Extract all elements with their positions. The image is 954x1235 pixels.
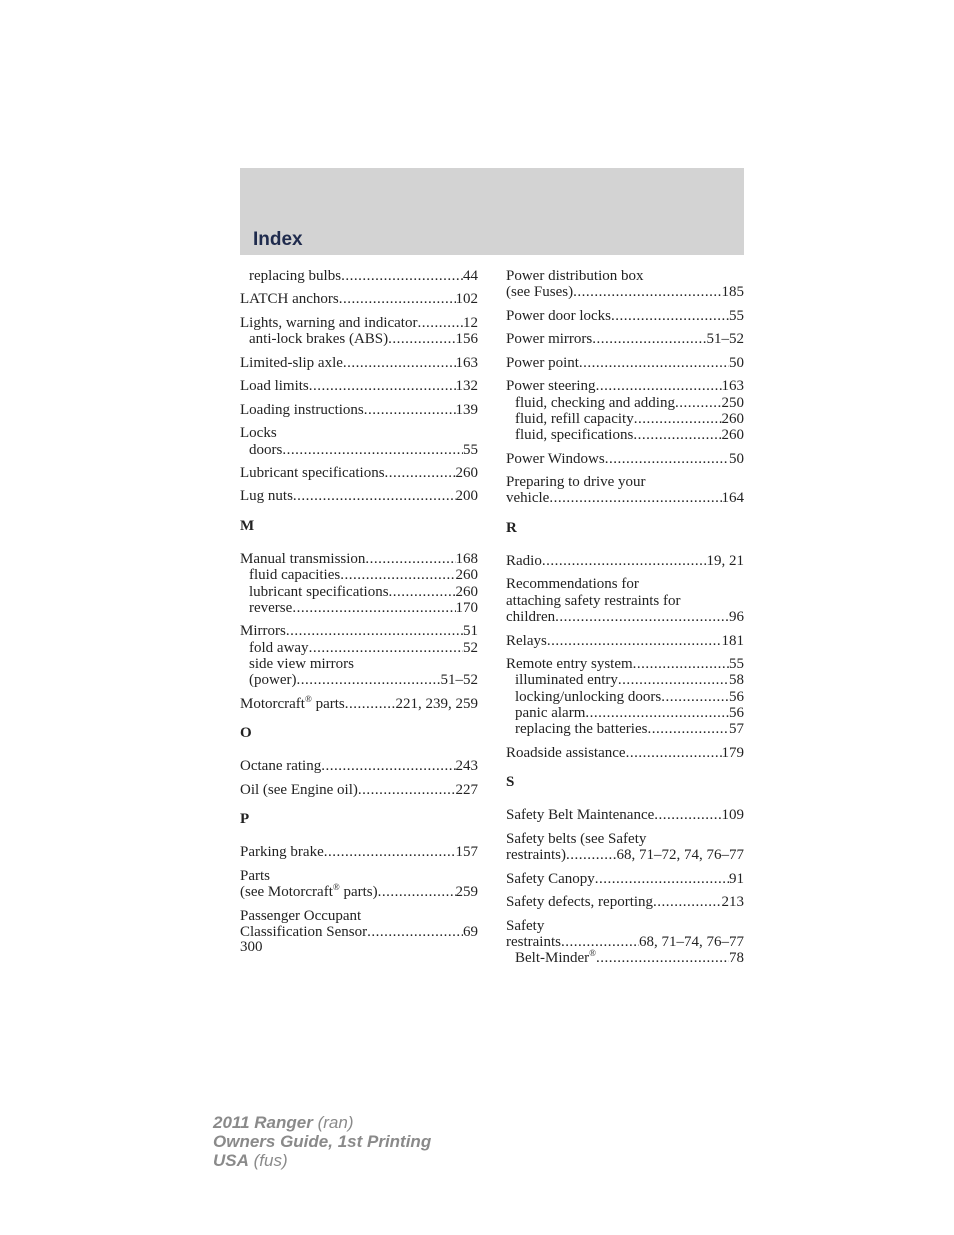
leader-dots [573, 284, 721, 300]
index-entry [506, 894, 744, 910]
leader-dots [626, 745, 722, 761]
leader-dots [596, 378, 722, 394]
entries-r [506, 553, 744, 761]
leader-dots [345, 696, 396, 712]
entry-label: (power) [249, 672, 297, 689]
leader-dots [321, 758, 455, 774]
entry-label: Belt-Minder® [515, 948, 596, 967]
entry-label: (see Motorcraft® parts) [240, 882, 378, 901]
entry-label: Limited-slip axle [240, 354, 343, 371]
leader-dots [293, 488, 456, 504]
entry-page: 58 [729, 672, 744, 689]
footer-line-1: 2011 Ranger (ran) [213, 1113, 354, 1132]
entry-page: 56 [729, 688, 744, 705]
index-entry [506, 871, 744, 887]
entry-page: 44 [463, 268, 478, 284]
entry-label: restraints [506, 933, 561, 950]
section-letter-p: P [240, 811, 250, 828]
entry-label: Relays [506, 632, 547, 649]
entry-label: Locks [240, 425, 277, 442]
leader-dots [364, 402, 456, 418]
leader-dots [647, 721, 729, 737]
index-entry [240, 488, 478, 504]
leader-dots [561, 934, 639, 950]
index-entry [506, 268, 744, 301]
leader-dots [618, 672, 729, 688]
entry-label: restraints) [506, 847, 566, 864]
entry-page: 19, 21 [706, 552, 744, 569]
entry-label: lubricant specifications [249, 583, 389, 600]
entry-page: 56 [729, 704, 744, 721]
entries-o [240, 758, 478, 798]
entry-label: locking/unlocking doors [515, 688, 662, 705]
entry-label: Power door locks [506, 307, 611, 324]
entry-label: Parking brake [240, 844, 324, 861]
entry-label: reverse [249, 599, 293, 616]
entry-page: 157 [455, 844, 478, 861]
entry-page: 260 [455, 583, 478, 600]
leader-dots [555, 609, 729, 625]
entry-page: 260 [455, 567, 478, 584]
entries-m [240, 551, 478, 689]
entry-label: Passenger Occupant [240, 907, 362, 924]
entry-label: attaching safety restraints for [506, 592, 681, 609]
entry-label: fluid capacities [249, 567, 341, 584]
leader-dots [605, 451, 729, 467]
entry-page: 168 [455, 551, 478, 568]
index-entry [506, 656, 744, 737]
entry-page: 156 [455, 331, 478, 348]
entry-label: Safety [506, 917, 545, 934]
entry-page: 181 [721, 632, 744, 649]
index-entry [240, 758, 478, 774]
entry-label: Remote entry system [506, 656, 633, 673]
entry-page: 163 [455, 354, 478, 371]
leader-dots [675, 395, 722, 411]
entry-label: illuminated entry [515, 672, 618, 689]
entry-label: anti-lock brakes (ABS) [249, 331, 389, 348]
entry-page: 227 [455, 781, 478, 798]
entry-label: Loading instructions [240, 401, 364, 418]
index-entry [506, 308, 744, 324]
entry-label: Lubricant specifications [240, 464, 385, 481]
entry-page: 200 [455, 488, 478, 505]
index-entry [506, 451, 744, 467]
index-entry [506, 918, 744, 967]
leader-dots [282, 442, 463, 458]
leader-dots [654, 807, 721, 823]
entry-page: 68, 71–72, 74, 76–77 [616, 847, 744, 864]
leader-dots [661, 689, 729, 705]
entry-page: 260 [455, 464, 478, 481]
entry-label: Safety Canopy [506, 870, 595, 887]
entry-page: 55 [729, 656, 744, 673]
section-letter-m: M [240, 517, 255, 534]
entries-right-top [506, 268, 744, 507]
leader-dots [547, 633, 722, 649]
leader-dots [585, 705, 729, 721]
entry-page: 55 [463, 441, 478, 458]
entry-label: Power distribution box [506, 268, 644, 284]
index-column-left [240, 268, 478, 956]
index-entry [240, 623, 478, 688]
section-letter-s: S [506, 774, 515, 790]
leader-dots [595, 871, 729, 887]
leader-dots [566, 847, 617, 863]
entry-page: 213 [721, 894, 744, 911]
entry-page: 243 [455, 758, 478, 775]
index-entry [240, 465, 478, 481]
index-header-band [240, 168, 744, 255]
leader-dots [358, 782, 456, 798]
entry-label: fluid, specifications [515, 427, 634, 444]
page-number: 300 [240, 939, 263, 956]
leader-dots [417, 315, 463, 331]
entry-page: 96 [729, 609, 744, 626]
entry-label: Manual transmission [240, 551, 366, 568]
entry-label: Oil (see Engine oil) [240, 781, 358, 798]
index-entry [506, 553, 744, 569]
index-entry [240, 355, 478, 371]
index-entry [240, 551, 478, 616]
index-entry [506, 378, 744, 443]
leader-dots [634, 411, 722, 427]
leader-dots [389, 584, 456, 600]
leader-dots [343, 355, 456, 371]
entry-label: children [506, 609, 556, 626]
entry-label: Power point [506, 354, 579, 371]
entry-page: 170 [455, 599, 478, 616]
entry-page: 102 [455, 291, 478, 308]
entry-label: fluid, refill capacity [515, 410, 634, 427]
entry-label: fluid, checking and adding [515, 394, 675, 411]
leader-dots [385, 465, 456, 481]
entry-label: Radio [506, 552, 542, 569]
entry-page: 221, 239, 259 [395, 695, 478, 712]
leader-dots [633, 656, 729, 672]
entry-label: replacing bulbs [249, 268, 342, 284]
index-entry [240, 868, 478, 901]
entry-page: 55 [729, 307, 744, 324]
entry-label: vehicle [506, 490, 550, 507]
leader-dots [542, 553, 707, 569]
entry-page: 164 [721, 490, 744, 507]
page-title: Index [253, 229, 303, 250]
entry-label: Motorcraft® parts [240, 693, 345, 712]
entry-page: 91 [729, 870, 744, 887]
leader-dots [579, 355, 729, 371]
entry-page: 132 [455, 378, 478, 395]
entry-label: panic alarm [515, 704, 586, 721]
entry-page: 109 [721, 807, 744, 824]
index-entry [506, 745, 744, 761]
entry-page: 51–52 [440, 672, 478, 689]
entry-page: 78 [729, 950, 744, 967]
leader-dots [633, 427, 721, 443]
leader-dots [309, 378, 456, 394]
index-entry [506, 831, 744, 864]
leader-dots [549, 490, 721, 506]
entry-page: 51 [463, 623, 478, 640]
index-entry [506, 355, 744, 371]
leader-dots [388, 331, 455, 347]
index-entry [240, 693, 478, 712]
leader-dots [653, 894, 721, 910]
leader-dots [592, 331, 706, 347]
entry-page: 57 [729, 721, 744, 738]
leader-dots [365, 551, 455, 567]
entry-label: Safety Belt Maintenance [506, 807, 655, 824]
index-entry [240, 402, 478, 418]
entry-label: (see Fuses) [506, 284, 574, 301]
footer-line-2: Owners Guide, 1st Printing [213, 1132, 432, 1151]
leader-dots [309, 640, 463, 656]
entry-page: 68, 71–74, 76–77 [639, 933, 744, 950]
entries-left-top [240, 268, 478, 505]
index-column-right [506, 268, 744, 974]
entry-label: Lights, warning and indicator [240, 314, 418, 331]
entry-page: 52 [463, 639, 478, 656]
leader-dots [286, 623, 463, 639]
index-entry [240, 378, 478, 394]
index-entry [240, 844, 478, 860]
index-entry [506, 474, 744, 507]
entry-label: doors [249, 441, 283, 458]
entry-label: Power Windows [506, 450, 605, 467]
index-entry [506, 576, 744, 625]
leader-dots [296, 672, 440, 688]
entry-page: 250 [721, 394, 744, 411]
index-entry [240, 268, 478, 284]
entry-page: 259 [455, 884, 478, 901]
leader-dots [292, 600, 455, 616]
entry-label: Safety belts (see Safety [506, 830, 647, 847]
leader-dots [367, 924, 463, 940]
entry-label: Safety defects, reporting [506, 894, 654, 911]
entry-page: 163 [721, 378, 744, 395]
entry-label: side view mirrors [249, 656, 354, 673]
index-entry [240, 291, 478, 307]
leader-dots [341, 268, 463, 284]
leader-dots [611, 308, 729, 324]
footer-line-3: USA (fus) [213, 1151, 288, 1170]
leader-dots [378, 884, 456, 900]
entry-label: Load limits [240, 378, 309, 395]
entry-label: Classification Sensor [240, 924, 368, 941]
entry-label: Parts [240, 867, 270, 884]
leader-dots [596, 950, 729, 966]
entry-page: 50 [729, 450, 744, 467]
index-entry [240, 782, 478, 798]
index-entry [506, 331, 744, 347]
entry-page: 139 [455, 401, 478, 418]
entry-page: 50 [729, 354, 744, 371]
index-entry [240, 908, 478, 941]
index-entry [506, 633, 744, 649]
leader-dots [340, 567, 455, 583]
entry-page: 260 [721, 427, 744, 444]
entry-label: LATCH anchors [240, 291, 339, 308]
entry-label: Lug nuts [240, 488, 293, 505]
entries-s [506, 807, 744, 910]
entry-page: 12 [463, 314, 478, 331]
entry-label: Power mirrors [506, 331, 593, 348]
section-letter-r: R [506, 519, 517, 536]
leader-dots [324, 844, 456, 860]
index-entry [240, 315, 478, 348]
index-entry [506, 807, 744, 823]
entry-label: replacing the batteries [515, 721, 648, 738]
entry-label: Preparing to drive your [506, 474, 646, 491]
section-letter-o: O [240, 725, 252, 742]
entry-label: fold away [249, 639, 309, 656]
entry-page: 260 [721, 410, 744, 427]
entry-page: 185 [721, 284, 744, 301]
entry-page: 69 [463, 924, 478, 941]
entry-label: Roadside assistance [506, 744, 626, 761]
document-footer [213, 1113, 431, 1170]
entry-label: Recommendations for [506, 576, 639, 593]
index-entry [240, 425, 478, 458]
leader-dots [339, 291, 456, 307]
entry-page: 51–52 [706, 331, 744, 348]
entry-label: Octane rating [240, 758, 322, 775]
entry-page: 179 [721, 744, 744, 761]
entry-label: Mirrors [240, 623, 286, 640]
entry-label: Power steering [506, 378, 596, 395]
